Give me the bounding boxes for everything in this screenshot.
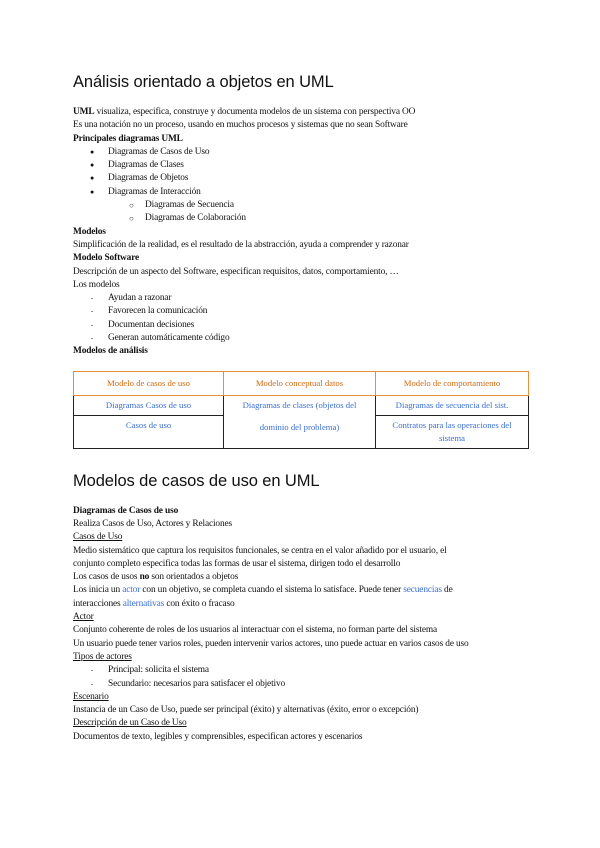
document-page <box>73 72 533 744</box>
section-title-analysis: Análisis orientado a objetos en UML <box>73 73 334 91</box>
modelos-text: Simplificación de la realidad, es el resultado de la abstracción, ayuda a comprender y razonar <box>73 239 409 250</box>
diagram-list <box>73 146 533 199</box>
escenario-heading: Escenario <box>73 691 109 702</box>
list-item: - Favorecen la comunicación <box>73 305 533 318</box>
interacciones-b: con éxito o fracaso <box>164 598 235 609</box>
table-cell: Casos de uso <box>74 415 224 448</box>
realiza-text: Realiza Casos de Uso, Actores y Relaciones <box>73 518 233 529</box>
list-item: ● Diagramas de Clases <box>73 159 533 172</box>
orientados-a: Los casos de usos <box>73 572 140 583</box>
actor-text-1: Conjunto coherente de roles de los usuarios al interactuar con el sistema, no forman parte del sistema <box>73 625 438 636</box>
models-table <box>73 371 529 449</box>
descripcion-text: Documentos de texto, legibles y comprensibles, especifican actores y escenarios <box>73 731 363 742</box>
casos-de-uso-heading: Casos de Uso <box>73 532 123 543</box>
interacciones-text <box>73 598 533 611</box>
actor-text-2: Un usuario puede tener varios roles, pueden intervenir varios actores, uno puede actuar en varios casos de uso <box>73 638 469 649</box>
list-item: - Principal: solicita el sistema <box>73 664 533 677</box>
inicia-a: Los inicia un <box>73 585 123 596</box>
table-cell-class-diagrams <box>224 395 376 448</box>
table-header-row <box>74 371 529 395</box>
modelos-dash-list <box>73 292 533 345</box>
medio-text-1: Medio sistemático que captura los requisitos funcionales, se centra en el valor añadido por el usuario, el <box>73 545 447 556</box>
table-row <box>74 395 529 415</box>
table-cell: Contratos para las operaciones del sistema <box>376 415 529 448</box>
orientados-text <box>73 571 533 584</box>
uml-bold: UML <box>73 107 95 117</box>
alternativas-link[interactable]: alternativas <box>122 598 165 609</box>
table-cell-line: Diagramas de clases (objetos del <box>242 399 357 410</box>
los-modelos-text: Los modelos <box>73 279 120 290</box>
section-title-use-cases: Modelos de casos de uso en UML <box>73 471 320 490</box>
list-item: ● Diagramas de Objetos <box>73 172 533 185</box>
list-item: ○ Diagramas de Colaboración <box>73 212 533 225</box>
table-cell: Diagramas Casos de uso <box>74 395 224 415</box>
inicia-c: de <box>441 585 453 596</box>
analisis-heading: Modelos de análisis <box>73 346 148 357</box>
orientados-c: son orientados a objetos <box>149 572 239 583</box>
uml-rest: visualiza, especifica, construye y documenta modelos de un sistema con perspectiva OO <box>94 107 416 117</box>
escenario-text: Instancia de un Caso de Uso, puede ser principal (éxito) y alternativas (éxito, error o excepción) <box>73 705 419 716</box>
orientados-no: no <box>139 572 150 583</box>
diagramas-casos-heading: Diagramas de Casos de uso <box>73 505 179 516</box>
list-item: ○ Diagramas de Secuencia <box>73 199 533 212</box>
table-header-cell: Modelo de comportamiento <box>376 371 529 395</box>
list-item: ● Diagramas de Casos de Uso <box>73 146 533 159</box>
interaction-sublist <box>73 199 533 226</box>
inicia-text <box>73 584 533 597</box>
table-cell: Diagramas de secuencia del sist. <box>376 395 529 415</box>
modelo-software-text: Descripción de un aspecto del Software, especifican requisitos, datos, comportamiento, … <box>73 266 399 277</box>
secuencias-link[interactable]: secuencias <box>403 585 442 596</box>
table-cell-line: dominio del problema) <box>259 421 340 432</box>
list-item: ● Diagramas de Interacción <box>73 186 533 199</box>
list-item: - Generan automáticamente código <box>73 332 533 345</box>
list-item: - Documentan decisiones <box>73 319 533 332</box>
notation-text: Es una notación no un proceso, usando en muchos procesos y sistemas que no sean Software <box>73 120 408 131</box>
tipos-actores-list <box>73 664 533 691</box>
interacciones-a: interacciones <box>73 598 123 609</box>
principal-diagrams-heading: Principales diagramas UML <box>73 133 183 144</box>
inicia-b: con un objetivo, se completa cuando el sistema lo satisface. Puede tener <box>140 585 404 596</box>
table-header-cell: Modelo de casos de uso <box>74 371 224 395</box>
actor-link[interactable]: actor <box>122 585 141 596</box>
list-item: - Ayudan a razonar <box>73 292 533 305</box>
descripcion-heading: Descripción de un Caso de Uso <box>73 718 187 729</box>
modelo-software-heading: Modelo Software <box>73 253 140 264</box>
uml-definition <box>73 106 533 119</box>
actor-heading: Actor <box>73 612 94 623</box>
list-item: - Secundario: necesarios para satisfacer el objetivo <box>73 678 533 691</box>
tipos-actores-heading: Tipos de actores <box>73 651 132 662</box>
table-header-cell: Modelo conceptual datos <box>224 371 376 395</box>
modelos-heading: Modelos <box>73 226 106 237</box>
medio-text-2: conjunto completo especifica todas las formas de usar el sistema, dirigen todo el desarrollo <box>73 558 401 569</box>
